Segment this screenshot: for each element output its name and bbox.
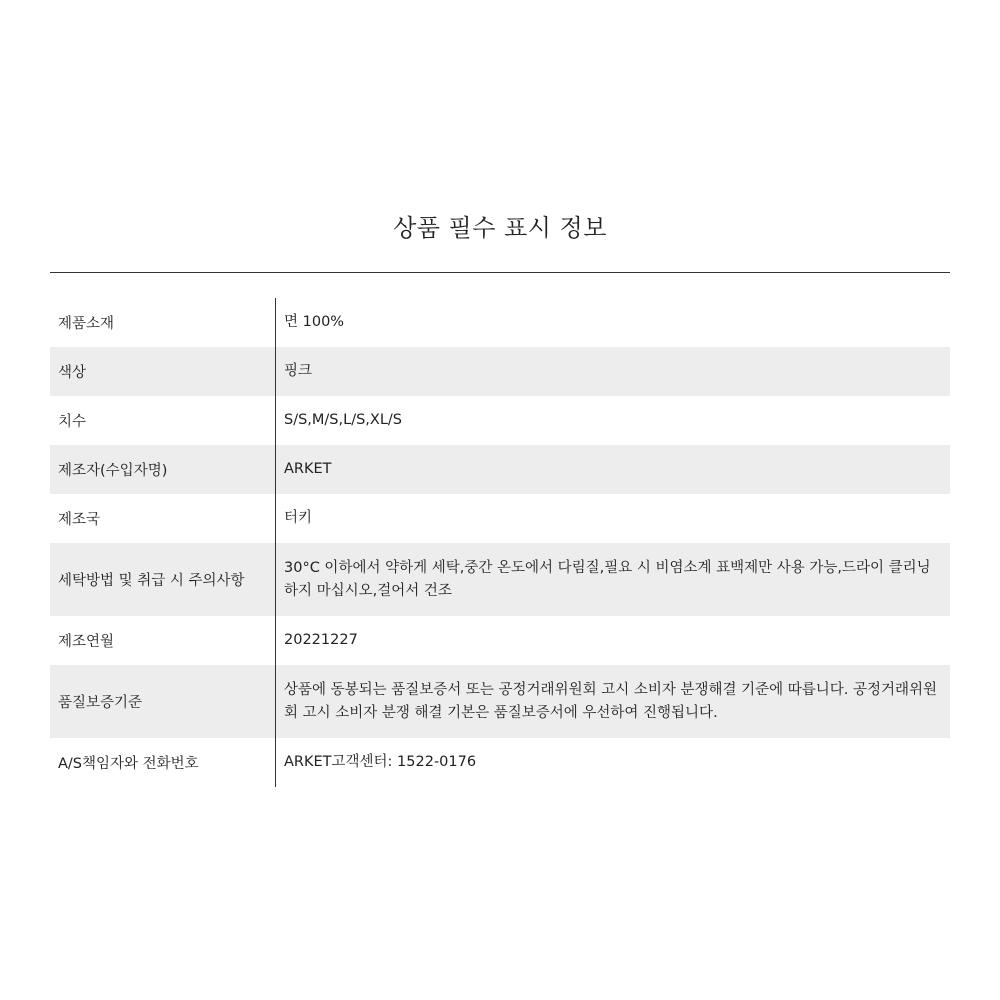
table-row-size [50, 396, 950, 445]
row-value: S/S,M/S,L/S,XL/S [275, 396, 950, 445]
row-label: 색상 [58, 365, 87, 381]
table-row-manufacturer [50, 445, 950, 494]
row-value: 터키 [275, 494, 950, 543]
product-info-table [50, 298, 950, 787]
row-label: 제품소재 [58, 316, 115, 332]
row-value: 상품에 동봉되는 품질보증서 또는 공정거래위원회 고시 소비자 분쟁해결 기준에 따릅니다. 공정거래위원회 고시 소비자 분쟁 해결 기본은 품질보증서에 우선하여 진행됩니다. [275, 665, 950, 738]
table-row-date [50, 616, 950, 665]
table-row-warranty [50, 665, 950, 738]
page-title: 상품 필수 표시 정보 [393, 214, 607, 242]
table-row-country [50, 494, 950, 543]
row-value: 30°C 이하에서 약하게 세탁,중간 온도에서 다림질,필요 시 비염소계 표백제만 사용 가능,드라이 클리닝 하지 마십시오,걸어서 건조 [275, 543, 950, 616]
table-row-care [50, 543, 950, 616]
row-label: 세탁방법 및 취급 시 주의사항 [58, 573, 245, 589]
row-label: 제조자(수입자명) [58, 463, 168, 479]
row-label: A/S책임자와 전화번호 [58, 756, 199, 772]
row-value: 핑크 [275, 347, 950, 396]
row-label: 치수 [58, 414, 87, 430]
row-label: 제조국 [58, 512, 101, 528]
table-row-as-contact [50, 738, 950, 787]
row-value: 면 100% [275, 298, 950, 347]
row-value: ARKET고객센터: 1522-0176 [275, 738, 950, 787]
table-row-material [50, 298, 950, 347]
row-label: 제조연월 [58, 634, 115, 650]
row-value: ARKET [275, 445, 950, 494]
title-divider [50, 272, 950, 273]
row-value: 20221227 [275, 616, 950, 665]
row-label: 품질보증기준 [58, 695, 143, 711]
table-row-color [50, 347, 950, 396]
